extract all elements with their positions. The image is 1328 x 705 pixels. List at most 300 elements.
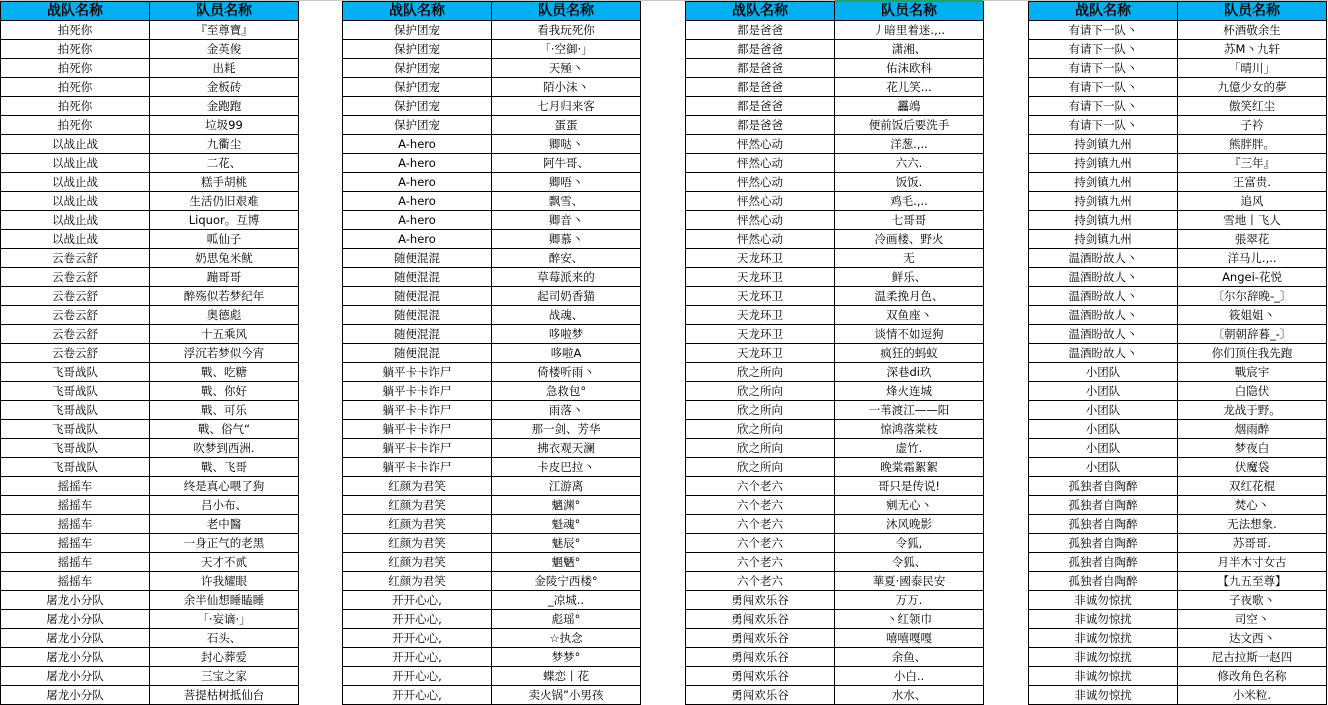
team-name-cell[interactable]: 红颜为君笑 [343,534,492,553]
member-name-cell[interactable]: 老中醫 [150,515,299,534]
member-name-cell[interactable]: 虚竹. [835,439,984,458]
team-name-cell[interactable]: 六个老六 [686,477,835,496]
team-name-cell[interactable]: 屠龙小分队 [1,667,150,686]
team-name-cell[interactable]: 摇摇车 [1,515,150,534]
team-name-cell[interactable]: 以战止战 [1,135,150,154]
member-name-cell[interactable]: 九億少女的夢 [1178,78,1327,97]
team-name-cell[interactable]: 躺平卡卡诈尸 [343,363,492,382]
member-name-cell[interactable]: 嘻嘻嘎嘎 [835,629,984,648]
member-name-cell[interactable]: 双红花棍 [1178,477,1327,496]
member-name-cell[interactable]: 王富贵. [1178,173,1327,192]
team-name-cell[interactable]: 勇闯欢乐谷 [686,591,835,610]
team-name-cell[interactable]: 孤独者自陶醉 [1029,572,1178,591]
member-name-cell[interactable]: 月半木寸女古 [1178,553,1327,572]
member-name-cell[interactable]: 【九五至尊】 [1178,572,1327,591]
team-name-cell[interactable]: 拍死你 [1,97,150,116]
team-name-cell[interactable]: 保护团宠 [343,59,492,78]
team-name-cell[interactable]: 怦然心动 [686,211,835,230]
member-name-cell[interactable]: 九衢尘 [150,135,299,154]
member-name-cell[interactable]: 小白.. [835,667,984,686]
member-name-cell[interactable]: 司空丶 [1178,610,1327,629]
member-name-cell[interactable]: 封心葬爱 [150,648,299,667]
member-name-cell[interactable]: 烟雨醉 [1178,420,1327,439]
team-name-cell[interactable]: 欣之所向 [686,439,835,458]
member-name-cell[interactable]: 靐鴗 [835,97,984,116]
team-name-cell[interactable]: 小团队 [1029,401,1178,420]
header-team-name[interactable]: 战队名称 [343,2,492,21]
team-name-cell[interactable]: 飞哥战队 [1,363,150,382]
member-name-cell[interactable]: 卡皮巴拉丶 [492,458,641,477]
member-name-cell[interactable]: 哆啦A [492,344,641,363]
team-name-cell[interactable]: 开开心心, [343,667,492,686]
member-name-cell[interactable]: 子夜歌丶 [1178,591,1327,610]
team-name-cell[interactable]: 孤独者自陶醉 [1029,515,1178,534]
team-name-cell[interactable]: 开开心心, [343,629,492,648]
member-name-cell[interactable]: 天才不贰 [150,553,299,572]
member-name-cell[interactable]: 那一剑、芳华 [492,420,641,439]
member-name-cell[interactable]: 魍魉° [492,553,641,572]
member-name-cell[interactable]: 万万. [835,591,984,610]
member-name-cell[interactable]: 修改角色名称 [1178,667,1327,686]
team-name-cell[interactable]: 拍死你 [1,40,150,59]
member-name-cell[interactable]: 丿暗里着迷.,.. [835,21,984,40]
member-name-cell[interactable]: 三宝之家 [150,667,299,686]
member-name-cell[interactable]: 雪地丨飞人 [1178,211,1327,230]
member-name-cell[interactable]: 尼古拉斯一赵四 [1178,648,1327,667]
team-name-cell[interactable]: 开开心心, [343,610,492,629]
team-name-cell[interactable]: 云卷云舒 [1,268,150,287]
team-name-cell[interactable]: 非诚勿惊扰 [1029,686,1178,705]
team-name-cell[interactable]: 孤独者自陶醉 [1029,477,1178,496]
team-name-cell[interactable]: 六个老六 [686,553,835,572]
team-name-cell[interactable]: 孤独者自陶醉 [1029,553,1178,572]
header-member-name[interactable]: 队员名称 [835,2,984,21]
member-name-cell[interactable]: 雨落丶 [492,401,641,420]
team-name-cell[interactable]: 云卷云舒 [1,325,150,344]
member-name-cell[interactable]: 呱仙子 [150,230,299,249]
member-name-cell[interactable]: 急救包° [492,382,641,401]
member-name-cell[interactable]: 深巷di玖 [835,363,984,382]
member-name-cell[interactable]: 小米粒. [1178,686,1327,705]
member-name-cell[interactable]: 卿唔丶 [492,173,641,192]
member-name-cell[interactable]: 鸡毛.,.. [835,192,984,211]
member-name-cell[interactable]: 飘雪、 [492,192,641,211]
team-name-cell[interactable]: 勇闯欢乐谷 [686,648,835,667]
team-name-cell[interactable]: 有请下一队丶 [1029,21,1178,40]
team-name-cell[interactable]: 温酒盼故人丶 [1029,306,1178,325]
member-name-cell[interactable]: 冷画楼、野火 [835,230,984,249]
member-name-cell[interactable]: 苏哥哥. [1178,534,1327,553]
team-name-cell[interactable]: A-hero [343,230,492,249]
team-name-cell[interactable]: 天龙环卫 [686,249,835,268]
team-name-cell[interactable]: 有请下一队丶 [1029,97,1178,116]
team-name-cell[interactable]: 躺平卡卡诈尸 [343,439,492,458]
member-name-cell[interactable]: 浮沉若梦似今宵 [150,344,299,363]
team-name-cell[interactable]: 躺平卡卡诈尸 [343,458,492,477]
team-name-cell[interactable]: 勇闯欢乐谷 [686,686,835,705]
team-name-cell[interactable]: 小团队 [1029,382,1178,401]
member-name-cell[interactable]: 令狐, [835,534,984,553]
team-name-cell[interactable]: 欣之所向 [686,382,835,401]
team-name-cell[interactable]: 躺平卡卡诈尸 [343,382,492,401]
member-name-cell[interactable]: 花儿笑... [835,78,984,97]
team-name-cell[interactable]: 开开心心, [343,686,492,705]
team-name-cell[interactable]: 六个老六 [686,572,835,591]
table-row [686,268,984,287]
header-member-name[interactable]: 队员名称 [1178,2,1327,21]
member-name-cell[interactable]: 卿慕丶 [492,230,641,249]
team-name-cell[interactable]: 红颜为君笑 [343,515,492,534]
member-name-cell[interactable]: 倚楼听雨丶 [492,363,641,382]
member-name-cell[interactable]: 龙战于野。 [1178,401,1327,420]
team-name-cell[interactable]: 云卷云舒 [1,287,150,306]
team-name-cell[interactable]: 怦然心动 [686,173,835,192]
team-name-cell[interactable]: 保护团宠 [343,97,492,116]
team-name-cell[interactable]: 摇摇车 [1,534,150,553]
member-name-cell[interactable]: 阿牛哥、 [492,154,641,173]
team-name-cell[interactable]: 飞哥战队 [1,401,150,420]
member-name-cell[interactable]: 金跑跑 [150,97,299,116]
member-name-cell[interactable]: 戰、吃糖 [150,363,299,382]
team-name-cell[interactable]: 摇摇车 [1,477,150,496]
member-name-cell[interactable]: 战魂、 [492,306,641,325]
team-name-cell[interactable]: 红颜为君笑 [343,572,492,591]
team-name-cell[interactable]: 怦然心动 [686,135,835,154]
member-name-cell[interactable]: 起司奶香猫 [492,287,641,306]
member-name-cell[interactable]: 「晴川」 [1178,59,1327,78]
team-name-cell[interactable]: 非诚勿惊扰 [1029,591,1178,610]
member-name-cell[interactable]: 醉殇似若梦纪年 [150,287,299,306]
team-name-cell[interactable]: 持剑镇九州 [1029,192,1178,211]
team-name-cell[interactable]: 屠龙小分队 [1,610,150,629]
team-name-cell[interactable]: 欣之所向 [686,363,835,382]
team-name-cell[interactable]: 欣之所向 [686,458,835,477]
member-name-cell[interactable]: 吕小布、 [150,496,299,515]
member-name-cell[interactable]: 七哥哥 [835,211,984,230]
table-row [1,401,299,420]
member-name-cell[interactable]: Liquor。互博 [150,211,299,230]
member-name-cell[interactable]: 哆啦梦 [492,325,641,344]
team-name-cell[interactable]: 都是爸爸 [686,116,835,135]
header-member-name[interactable]: 队员名称 [492,2,641,21]
team-name-cell[interactable]: 非诚勿惊扰 [1029,667,1178,686]
team-name-cell[interactable]: 屠龙小分队 [1,648,150,667]
member-name-cell[interactable]: 许我耀眼 [150,572,299,591]
member-name-cell[interactable]: 金板砖 [150,78,299,97]
team-name-cell[interactable]: 天龙环卫 [686,325,835,344]
team-name-cell[interactable]: 屠龙小分队 [1,629,150,648]
team-name-cell[interactable]: 屠龙小分队 [1,686,150,705]
team-name-cell[interactable]: A-hero [343,154,492,173]
team-name-cell[interactable]: 温酒盼故人丶 [1029,344,1178,363]
member-name-cell[interactable]: 『至尊寶』 [150,21,299,40]
member-name-cell[interactable]: 「·空御·」 [492,40,641,59]
team-name-cell[interactable]: 拍死你 [1,78,150,97]
team-name-cell[interactable]: 飞哥战队 [1,458,150,477]
member-name-cell[interactable]: 一身正气的老黑 [150,534,299,553]
team-name-cell[interactable]: 保护团宠 [343,21,492,40]
member-name-cell[interactable]: 〔尔尔辞晚-_〕 [1178,287,1327,306]
team-name-cell[interactable]: 云卷云舒 [1,306,150,325]
member-name-cell[interactable]: 梦梦° [492,648,641,667]
team-name-cell[interactable]: 随便混混 [343,249,492,268]
header-member-name[interactable]: 队员名称 [150,2,299,21]
team-name-cell[interactable]: 非诚勿惊扰 [1029,629,1178,648]
member-name-cell[interactable]: 洋马儿.,.. [1178,249,1327,268]
team-name-cell[interactable]: 拍死你 [1,116,150,135]
team-name-cell[interactable]: 六个老六 [686,496,835,515]
team-name-cell[interactable]: 摇摇车 [1,553,150,572]
member-name-cell[interactable]: 追风 [1178,192,1327,211]
team-name-cell[interactable]: 随便混混 [343,306,492,325]
member-name-cell[interactable]: 洋葱.,.. [835,135,984,154]
team-name-cell[interactable]: 红颜为君笑 [343,496,492,515]
team-name-cell[interactable]: 天龙环卫 [686,306,835,325]
member-name-cell[interactable]: 石头、 [150,629,299,648]
member-name-cell[interactable]: 魅辰° [492,534,641,553]
member-name-cell[interactable]: 令狐、 [835,553,984,572]
team-name-cell[interactable]: A-hero [343,192,492,211]
member-name-cell[interactable]: 卖火锅”小男孩 [492,686,641,705]
header-team-name[interactable]: 战队名称 [1,2,150,21]
member-name-cell[interactable]: 草莓派来的 [492,268,641,287]
member-name-cell[interactable]: 陌小沫丶 [492,78,641,97]
team-name-cell[interactable]: 躺平卡卡诈尸 [343,401,492,420]
member-name-cell[interactable]: 丶红领巾 [835,610,984,629]
team-name-cell[interactable]: 怦然心动 [686,192,835,211]
team-name-cell[interactable]: 都是爸爸 [686,40,835,59]
team-name-cell[interactable]: 勇闯欢乐谷 [686,610,835,629]
team-name-cell[interactable]: 孤独者自陶醉 [1029,496,1178,515]
team-name-cell[interactable]: 孤独者自陶醉 [1029,534,1178,553]
member-name-cell[interactable]: 温柔挽月色、 [835,287,984,306]
team-name-cell[interactable]: 持剑镇九州 [1029,230,1178,249]
member-name-cell[interactable]: 戰、俗气“ [150,420,299,439]
team-name-cell[interactable]: 开开心心, [343,648,492,667]
member-name-cell[interactable]: 双鱼座丶 [835,306,984,325]
member-name-cell[interactable]: 奥德彪 [150,306,299,325]
member-name-cell[interactable]: 潇湘、 [835,40,984,59]
team-name-cell[interactable]: 拍死你 [1,21,150,40]
member-name-cell[interactable]: 蝶恋丨花 [492,667,641,686]
member-name-cell[interactable]: 饭饭. [835,173,984,192]
team-name-cell[interactable]: 保护团宠 [343,40,492,59]
team-name-cell[interactable]: 小团队 [1029,420,1178,439]
team-name-cell[interactable]: 天龙环卫 [686,287,835,306]
member-name-cell[interactable]: 焚心丶 [1178,496,1327,515]
team-name-cell[interactable]: 勇闯欢乐谷 [686,667,835,686]
table-row [1,553,299,572]
team-name-cell[interactable]: 有请下一队丶 [1029,40,1178,59]
team-name-cell[interactable]: A-hero [343,211,492,230]
member-name-cell[interactable]: 蹦哥哥 [150,268,299,287]
team-name-cell[interactable]: 持剑镇九州 [1029,211,1178,230]
member-name-cell[interactable]: 鲜乐、 [835,268,984,287]
team-name-cell[interactable]: 六个老六 [686,534,835,553]
team-name-cell[interactable]: 天龙环卫 [686,344,835,363]
member-name-cell[interactable]: 十五乘风 [150,325,299,344]
team-name-cell[interactable]: 六个老六 [686,515,835,534]
member-name-cell[interactable]: 烽火连城 [835,382,984,401]
member-name-cell[interactable]: 蛋蛋 [492,116,641,135]
team-name-cell[interactable]: 有请下一队丶 [1029,116,1178,135]
team-name-cell[interactable]: 以战止战 [1,230,150,249]
member-name-cell[interactable]: 佑沫欧科 [835,59,984,78]
member-name-cell[interactable]: 梦夜白 [1178,439,1327,458]
member-name-cell[interactable]: 奶思兔米鱿 [150,249,299,268]
member-name-cell[interactable]: 傲笑红尘 [1178,97,1327,116]
team-name-cell[interactable]: 以战止战 [1,211,150,230]
member-name-cell[interactable]: 哥只是传说! [835,477,984,496]
member-name-cell[interactable]: 垃圾99 [150,116,299,135]
team-name-cell[interactable]: 随便混混 [343,325,492,344]
member-name-cell[interactable]: 彪瑶° [492,610,641,629]
member-name-cell[interactable]: 无 [835,249,984,268]
member-name-cell[interactable]: 水水、 [835,686,984,705]
team-name-cell[interactable]: 有请下一队丶 [1029,59,1178,78]
team-name-cell[interactable]: 怦然心动 [686,230,835,249]
member-name-cell[interactable]: 余鱼、 [835,648,984,667]
team-name-cell[interactable]: 持剑镇九州 [1029,135,1178,154]
member-name-cell[interactable]: 戰宸宇 [1178,363,1327,382]
member-name-cell[interactable]: 余半仙想睡瞌睡 [150,591,299,610]
team-name-cell[interactable]: A-hero [343,173,492,192]
member-name-cell[interactable]: 『三年』 [1178,154,1327,173]
header-team-name[interactable]: 战队名称 [686,2,835,21]
team-name-cell[interactable]: 飞哥战队 [1,420,150,439]
member-name-cell[interactable]: 苏M丶九轩 [1178,40,1327,59]
team-name-cell[interactable]: 开开心心, [343,591,492,610]
member-name-cell[interactable]: 菩提枯树抵仙台 [150,686,299,705]
member-name-cell[interactable]: Angei-花悦 [1178,268,1327,287]
member-name-cell[interactable]: 「·妄谪·」 [150,610,299,629]
team-name-cell[interactable]: 随便混混 [343,287,492,306]
member-name-cell[interactable]: 出耗 [150,59,299,78]
team-name-cell[interactable]: 都是爸爸 [686,78,835,97]
team-name-cell[interactable]: 都是爸爸 [686,21,835,40]
team-name-cell[interactable]: 随便混混 [343,268,492,287]
team-name-cell[interactable]: 屠龙小分队 [1,591,150,610]
member-name-cell[interactable]: 魑渊° [492,496,641,515]
team-name-cell[interactable]: 保护团宠 [343,116,492,135]
member-name-cell[interactable]: 卿音丶 [492,211,641,230]
member-name-cell[interactable]: 卿哒丶 [492,135,641,154]
team-name-cell[interactable]: 摇摇车 [1,572,150,591]
team-name-cell[interactable]: 小团队 [1029,363,1178,382]
member-name-cell[interactable]: 杯酒敬余生 [1178,21,1327,40]
header-team-name[interactable]: 战队名称 [1029,2,1178,21]
team-name-cell[interactable]: 欣之所向 [686,420,835,439]
team-name-cell[interactable]: 保护团宠 [343,78,492,97]
member-name-cell[interactable]: 六六. [835,154,984,173]
member-name-cell[interactable]: 華夏·國泰民安 [835,572,984,591]
table-row [686,230,984,249]
team-name-cell[interactable]: 温酒盼故人丶 [1029,268,1178,287]
member-name-cell[interactable]: 戰、可乐 [150,401,299,420]
member-name-cell[interactable]: 熊胖胖。 [1178,135,1327,154]
member-name-cell[interactable]: 七月归来客 [492,97,641,116]
member-name-cell[interactable]: 金英俊 [150,40,299,59]
team-name-cell[interactable]: 非诚勿惊扰 [1029,610,1178,629]
member-name-cell[interactable]: 戰、你好 [150,382,299,401]
team-name-cell[interactable]: 拍死你 [1,59,150,78]
member-name-cell[interactable]: 江游离 [492,477,641,496]
member-name-cell[interactable]: 吹梦到西洲. [150,439,299,458]
team-name-cell[interactable]: 以战止战 [1,192,150,211]
team-name-cell[interactable]: 持剑镇九州 [1029,173,1178,192]
member-name-cell[interactable]: 拂衣观天澜 [492,439,641,458]
team-name-cell[interactable]: 躺平卡卡诈尸 [343,420,492,439]
member-name-cell[interactable]: 惊鸿落棠枝 [835,420,984,439]
member-name-cell[interactable]: 沐风晚影 [835,515,984,534]
team-name-cell[interactable]: 有请下一队丶 [1029,78,1178,97]
team-name-cell[interactable]: 小团队 [1029,458,1178,477]
member-name-cell[interactable]: 白隐伏 [1178,382,1327,401]
member-name-cell[interactable]: 生活仍旧艰难 [150,192,299,211]
member-name-cell[interactable]: 子衿 [1178,116,1327,135]
member-name-cell[interactable]: 终是真心喂了狗 [150,477,299,496]
team-name-cell[interactable]: 飞哥战队 [1,382,150,401]
member-name-cell[interactable]: 醉安、 [492,249,641,268]
team-name-cell[interactable]: A-hero [343,135,492,154]
member-name-cell[interactable]: 糕手胡桃 [150,173,299,192]
team-name-cell[interactable]: 红颜为君笑 [343,553,492,572]
team-name-cell[interactable]: 飞哥战队 [1,439,150,458]
member-name-cell[interactable]: 晚棠霜絮絮 [835,458,984,477]
team-name-cell[interactable]: 云卷云舒 [1,249,150,268]
member-name-cell[interactable]: 二花、 [150,154,299,173]
team-name-cell[interactable]: 都是爸爸 [686,59,835,78]
member-name-cell[interactable]: 达文西丶 [1178,629,1327,648]
team-name-cell[interactable]: 温酒盼故人丶 [1029,325,1178,344]
member-name-cell[interactable]: ☆执念 [492,629,641,648]
team-name-cell[interactable]: 非诚勿惊扰 [1029,648,1178,667]
team-name-cell[interactable]: 欣之所向 [686,401,835,420]
team-name-cell[interactable]: 天龙环卫 [686,268,835,287]
team-name-cell[interactable]: 红颜为君笑 [343,477,492,496]
member-name-cell[interactable]: 剜无心丶 [835,496,984,515]
team-name-cell[interactable]: 以战止战 [1,173,150,192]
team-name-cell[interactable]: 都是爸爸 [686,97,835,116]
member-name-cell[interactable]: 〔朝朝辞暮_-〕 [1178,325,1327,344]
member-name-cell[interactable]: 筱姐姐丶 [1178,306,1327,325]
team-name-cell[interactable]: 持剑镇九州 [1029,154,1178,173]
member-name-cell[interactable]: 魁魂° [492,515,641,534]
member-name-cell[interactable]: 看我玩死你 [492,21,641,40]
team-name-cell[interactable]: 温酒盼故人丶 [1029,249,1178,268]
member-name-cell[interactable]: 一苇渡江——阳 [835,401,984,420]
team-name-cell[interactable]: 小团队 [1029,439,1178,458]
member-name-cell[interactable]: 疯狂的蚂蚁 [835,344,984,363]
member-name-cell[interactable]: 戰、飞哥 [150,458,299,477]
member-name-cell[interactable]: 你们顶住我先跑 [1178,344,1327,363]
team-name-cell[interactable]: 摇摇车 [1,496,150,515]
team-name-cell[interactable]: 温酒盼故人丶 [1029,287,1178,306]
member-name-cell[interactable]: 張翠花 [1178,230,1327,249]
member-name-cell[interactable]: _凉城.. [492,591,641,610]
member-name-cell[interactable]: 天殛丶 [492,59,641,78]
member-name-cell[interactable]: 无法想象. [1178,515,1327,534]
team-name-cell[interactable]: 怦然心动 [686,154,835,173]
team-name-cell[interactable]: 勇闯欢乐谷 [686,629,835,648]
team-name-cell[interactable]: 以战止战 [1,154,150,173]
member-name-cell[interactable]: 便前饭后要洗手 [835,116,984,135]
member-name-cell[interactable]: 金陵宁西楼° [492,572,641,591]
team-name-cell[interactable]: 云卷云舒 [1,344,150,363]
member-name-cell[interactable]: 谈情不如逗狗 [835,325,984,344]
team-name-cell[interactable]: 随便混混 [343,344,492,363]
member-name-cell[interactable]: 伏魔袋 [1178,458,1327,477]
